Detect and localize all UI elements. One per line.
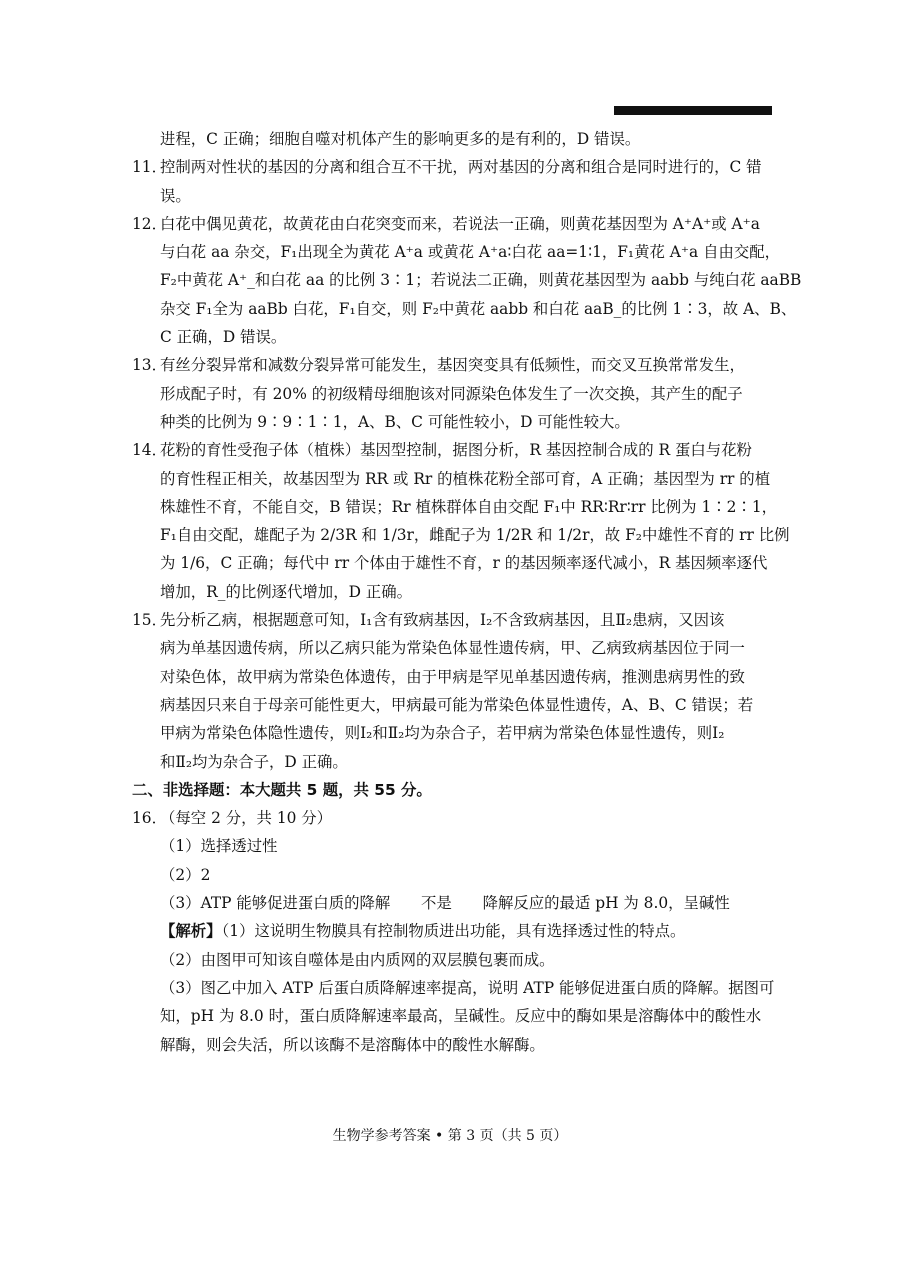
answer-item-11 [132, 153, 782, 210]
item-number: 14． [132, 441, 167, 460]
text-line: 为 1/6，C 正确；每代中 rr 个体由于雄性不育，r 的基因频率逐代减小，R 基因频率逐代 [160, 554, 768, 573]
text-line: 进程，C 正确；细胞自噬对机体产生的影响更多的是有利的，D 错误。 [160, 130, 641, 148]
text-line: 病基因只来自于母亲可能性更大，甲病最可能为常染色体显性遗传，A、B、C 错误；若 [160, 695, 754, 714]
answer-item-15 [132, 606, 782, 776]
text-line: 控制两对性状的基因的分离和组合互不干扰，两对基因的分离和组合是同时进行的，C 错 [160, 158, 762, 177]
item-number: 16． [132, 809, 167, 828]
text-line: 花粉的育性受孢子体（植株）基因型控制，据图分析，R 基因控制合成的 R 蛋白与花粉 [160, 441, 752, 460]
item-number: 15． [132, 611, 167, 630]
page-footer: 生物学参考答案 • 第 3 页（共 5 页） [332, 1128, 568, 1144]
analysis-line [132, 917, 782, 945]
analysis-text: （1）这说明生物膜具有控制物质进出功能，具有选择透过性的特点。 [221, 922, 686, 941]
text-line: 误。 [160, 186, 191, 205]
text-line: 杂交 F₁全为 aaBb 白花，F₁自交，则 F₂中黄花 aabb 和白花 aaB_的比例 1∶3，故 A、B、 [160, 299, 797, 318]
text-line: 先分析乙病，根据题意可知，Ⅰ₁含有致病基因，Ⅰ₂不含致病基因，且Ⅱ₂患病，又因该 [160, 611, 725, 630]
text-line: 株雄性不育，不能自交，B 错误；Rr 植株群体自由交配 F₁中 RR∶Rr∶rr 比例为 1∶2∶1， [160, 497, 778, 516]
text-line: 的育性程正相关，故基因型为 RR 或 Rr 的植株花粉全部可育，A 正确；基因型为 rr 的植 [160, 469, 771, 488]
text-line: F₂中黄花 A⁺_和白花 aa 的比例 3∶1；若说法二正确，则黄花基因型为 aabb 与纯白花 aaBB [160, 271, 802, 290]
text-line: 种类的比例为 9∶9∶1∶1，A、B、C 可能性较小，D 可能性较大。 [160, 412, 630, 431]
text-line: 增加，R_的比例逐代增加，D 正确。 [160, 582, 412, 601]
text-line: 有丝分裂异常和减数分裂异常可能发生，基因突变具有低频性，而交叉互换常常发生， [160, 356, 745, 375]
text-line: 病为单基因遗传病，所以乙病只能为常染色体显性遗传病，甲、乙病致病基因位于同一 [160, 639, 745, 658]
text-line: 和Ⅱ₂均为杂合子，D 正确。 [160, 752, 348, 771]
text-line: F₁自由交配，雄配子为 2/3R 和 1/3r，雌配子为 1/2R 和 1/2r，故 F₂中雄性不育的 rr 比例 [160, 526, 790, 545]
text-line: （每空 2 分，共 10 分） [160, 809, 333, 828]
header-bar [614, 106, 772, 115]
item-number: 11． [132, 158, 167, 177]
answer-line: （2）2 [160, 865, 211, 884]
answer-item-12 [132, 210, 802, 351]
analysis-label: 【解析】 [160, 922, 222, 941]
analysis-line: （3）图乙中加入 ATP 后蛋白质降解速率提高，说明 ATP 能够促进蛋白质的降解。据图可 [160, 978, 775, 997]
answer-item-14 [132, 436, 790, 606]
item-number: 12． [132, 214, 167, 233]
answer-item-16 [132, 804, 782, 832]
analysis-line: （2）由图甲可知该自噬体是由内质网的双层膜包裹而成。 [160, 950, 555, 969]
text-line: 与白花 aa 杂交，F₁出现全为黄花 A⁺a 或黄花 A⁺a∶白花 aa=1∶1，F₁黄花 A⁺a 自由交配， [160, 243, 781, 262]
item-number: 13． [132, 356, 167, 375]
text-line: 白花中偶见黄花，故黄花由白花突变而来，若说法一正确，则黄花基因型为 A⁺A⁺或 A⁺a [160, 214, 760, 233]
section-heading: 二、非选择题：本大题共 5 题，共 55 分。 [132, 780, 432, 799]
text-line: C 正确，D 错误。 [160, 328, 287, 347]
text-line: 对染色体，故甲病为常染色体遗传，由于甲病是罕见单基因遗传病，推测患病男性的致 [160, 667, 745, 686]
analysis-line: 解酶，则会失活，所以该酶不是溶酶体中的酸性水解酶。 [160, 1035, 545, 1054]
text-line: 形成配子时，有 20% 的初级精母细胞该对同源染色体发生了一次交换，其产生的配子 [160, 384, 743, 403]
answer-line: （3）ATP 能够促进蛋白质的降解 不是 降解反应的最适 pH 为 8.0，呈碱性 [160, 894, 730, 913]
answer-content [132, 125, 802, 1059]
answer-item-13 [132, 351, 782, 436]
analysis-line: 知，pH 为 8.0 时，蛋白质降解速率最高，呈碱性。反应中的酶如果是溶酶体中的酸性水 [160, 1007, 762, 1026]
answer-line: （1）选择透过性 [160, 837, 278, 856]
text-line: 甲病为常染色体隐性遗传，则Ⅰ₂和Ⅱ₂均为杂合子，若甲病为常染色体显性遗传，则Ⅰ₂ [160, 724, 725, 743]
